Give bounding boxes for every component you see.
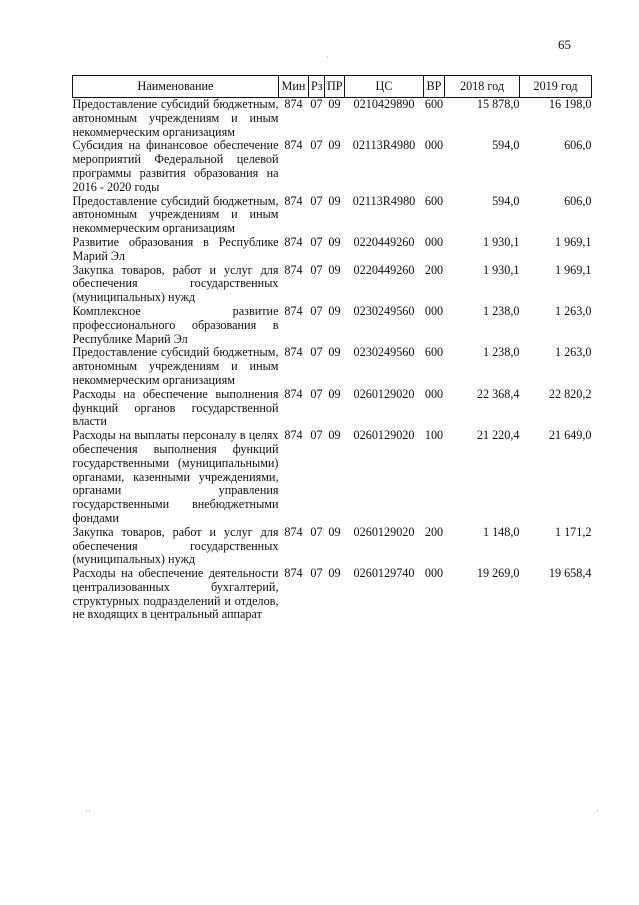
vr-code-cell: 200: [424, 524, 444, 539]
table-row: [73, 346, 592, 387]
pr-code-cell: 09: [328, 97, 341, 111]
pr-code-cell: 09: [328, 138, 341, 153]
table-header-row: [73, 76, 592, 98]
pr-code-cell: 09: [328, 566, 341, 581]
min-code-cell: 874: [284, 97, 303, 111]
vr-code-cell: 000: [424, 386, 444, 401]
cs-code-cell: 0260129740: [353, 566, 415, 581]
cs-code-cell: 02113R4980: [352, 193, 416, 208]
cs-code-cell: 0230249560: [353, 345, 415, 360]
scan-speck: ·: [326, 52, 329, 62]
col-header-2019: 2019 год: [520, 76, 592, 98]
pr-code-cell: 09: [328, 345, 341, 360]
rz-code-cell: 07: [310, 303, 323, 318]
cs-code-cell: 0220449260: [353, 262, 415, 277]
table-row: [73, 567, 592, 622]
row-name-cell: Предоставление субсидий бюджетным, автономным учреждениям и иным некоммерческим организациям: [72, 193, 279, 236]
rz-code-cell: 07: [310, 566, 323, 581]
amount-2019-cell: 1 171,2: [554, 524, 592, 539]
cs-code-cell: 0260129020: [353, 524, 415, 539]
amount-2019-cell: 22 820,2: [548, 386, 592, 401]
amount-2019-cell: 1 969,1: [554, 234, 592, 249]
row-name-cell: Закупка товаров, работ и услуг для обеспечения государственных (муниципальных) нужд: [72, 262, 279, 305]
row-name-cell: Закупка товаров, работ и услуг для обеспечения государственных (муниципальных) нужд: [72, 524, 279, 567]
scan-speck: ··: [85, 806, 91, 816]
amount-2018-cell: 1 930,1: [482, 262, 520, 277]
vr-code-cell: 000: [424, 138, 444, 153]
amount-2019-cell: 606,0: [564, 193, 592, 208]
rz-code-cell: 07: [310, 524, 323, 539]
rz-code-cell: 07: [310, 262, 323, 277]
table-row: [73, 195, 592, 236]
col-header-2018: 2018 год: [445, 76, 520, 98]
page-number: 65: [558, 37, 571, 52]
rz-code-cell: 07: [310, 97, 323, 111]
amount-2019-cell: 1 969,1: [554, 262, 592, 277]
amount-2019-cell: 16 198,0: [548, 97, 592, 111]
pr-code-cell: 09: [328, 234, 341, 249]
col-header-rz: Рз: [309, 76, 325, 98]
min-code-cell: 874: [284, 524, 303, 539]
col-header-cs: ЦС: [345, 76, 424, 98]
vr-code-cell: 000: [424, 566, 444, 581]
pr-code-cell: 09: [328, 428, 341, 443]
rz-code-cell: 07: [310, 234, 323, 249]
amount-2019-cell: 606,0: [564, 138, 592, 153]
vr-code-cell: 200: [424, 262, 444, 277]
table-row: [73, 526, 592, 567]
row-name-cell: Расходы на обеспечение выполнения функций органов государственной власти: [72, 386, 279, 429]
amount-2018-cell: 22 368,4: [476, 386, 520, 401]
table-row: [73, 429, 592, 526]
amount-2019-cell: 1 263,0: [554, 345, 592, 360]
amount-2018-cell: 19 269,0: [476, 566, 520, 581]
rz-code-cell: 07: [310, 428, 323, 443]
rz-code-cell: 07: [310, 386, 323, 401]
cs-code-cell: 0260129020: [353, 428, 415, 443]
min-code-cell: 874: [284, 138, 303, 153]
col-header-min: Мин: [279, 76, 309, 98]
amount-2018-cell: 1 148,0: [482, 524, 520, 539]
vr-code-cell: 600: [424, 97, 444, 111]
rz-code-cell: 07: [310, 193, 323, 208]
pr-code-cell: 09: [328, 524, 341, 539]
cs-code-cell: 0260129020: [353, 386, 415, 401]
pr-code-cell: 09: [328, 262, 341, 277]
pr-code-cell: 09: [328, 303, 341, 318]
amount-2018-cell: 21 220,4: [476, 428, 520, 443]
scan-speck: ·: [596, 806, 599, 816]
amount-2018-cell: 594,0: [492, 138, 520, 153]
amount-2018-cell: 1 930,1: [482, 234, 520, 249]
cs-code-cell: 02113R4980: [352, 138, 416, 153]
row-name-cell: Расходы на выплаты персоналу в целях обеспечения выполнения функций государственными (муниципальными) органами, казенными учреждениями, органами управления государственными внебюджетными фондами: [72, 428, 279, 525]
amount-2018-cell: 594,0: [492, 193, 520, 208]
rz-code-cell: 07: [310, 345, 323, 360]
pr-code-cell: 09: [328, 193, 341, 208]
pr-code-cell: 09: [328, 386, 341, 401]
min-code-cell: 874: [284, 428, 303, 443]
min-code-cell: 874: [284, 234, 303, 249]
table-row: [73, 236, 592, 264]
min-code-cell: 874: [284, 303, 303, 318]
rz-code-cell: 07: [310, 138, 323, 153]
row-name-cell: Субсидия на финансовое обеспечение мероприятий Федеральной целевой программы развития образования на 2016 - 2020 годы: [72, 138, 279, 194]
table-row: [73, 139, 592, 194]
table-body: [73, 98, 592, 623]
amount-2018-cell: 1 238,0: [482, 303, 520, 318]
row-name-cell: Предоставление субсидий бюджетным, автономным учреждениям и иным некоммерческим организациям: [72, 97, 279, 139]
table-row: [73, 98, 592, 140]
cs-code-cell: 0210429890: [353, 97, 415, 111]
cs-code-cell: 0230249560: [353, 303, 415, 318]
row-name-cell: Комплексное развитие профессионального образования в Республике Марий Эл: [72, 303, 279, 346]
col-header-vr: ВР: [424, 76, 445, 98]
cs-code-cell: 0220449260: [353, 234, 415, 249]
min-code-cell: 874: [284, 386, 303, 401]
amount-2018-cell: 1 238,0: [482, 345, 520, 360]
amount-2019-cell: 21 649,0: [548, 428, 592, 443]
min-code-cell: 874: [284, 566, 303, 581]
vr-code-cell: 600: [424, 193, 444, 208]
table-row: [73, 305, 592, 346]
col-header-pr: ПР: [325, 76, 345, 98]
row-name-cell: Расходы на обеспечение деятельности централизованных бухгалтерий, структурных подразделений и отделов, не входящих в центральный аппарат: [72, 566, 279, 622]
vr-code-cell: 000: [424, 234, 444, 249]
row-name-cell: Предоставление субсидий бюджетным, автономным учреждениям и иным некоммерческим организациям: [72, 345, 279, 387]
table-row: [73, 388, 592, 429]
amount-2019-cell: 19 658,4: [548, 566, 592, 581]
min-code-cell: 874: [284, 193, 303, 208]
vr-code-cell: 100: [424, 428, 444, 443]
col-header-name: Наименование: [73, 76, 279, 98]
amount-2018-cell: 15 878,0: [476, 97, 520, 111]
budget-table: [72, 75, 592, 622]
vr-code-cell: 600: [424, 345, 444, 360]
vr-code-cell: 000: [424, 303, 444, 318]
amount-2019-cell: 1 263,0: [554, 303, 592, 318]
row-name-cell: Развитие образования в Республике Марий Эл: [72, 234, 279, 263]
min-code-cell: 874: [284, 262, 303, 277]
table-row: [73, 264, 592, 305]
min-code-cell: 874: [284, 345, 303, 360]
